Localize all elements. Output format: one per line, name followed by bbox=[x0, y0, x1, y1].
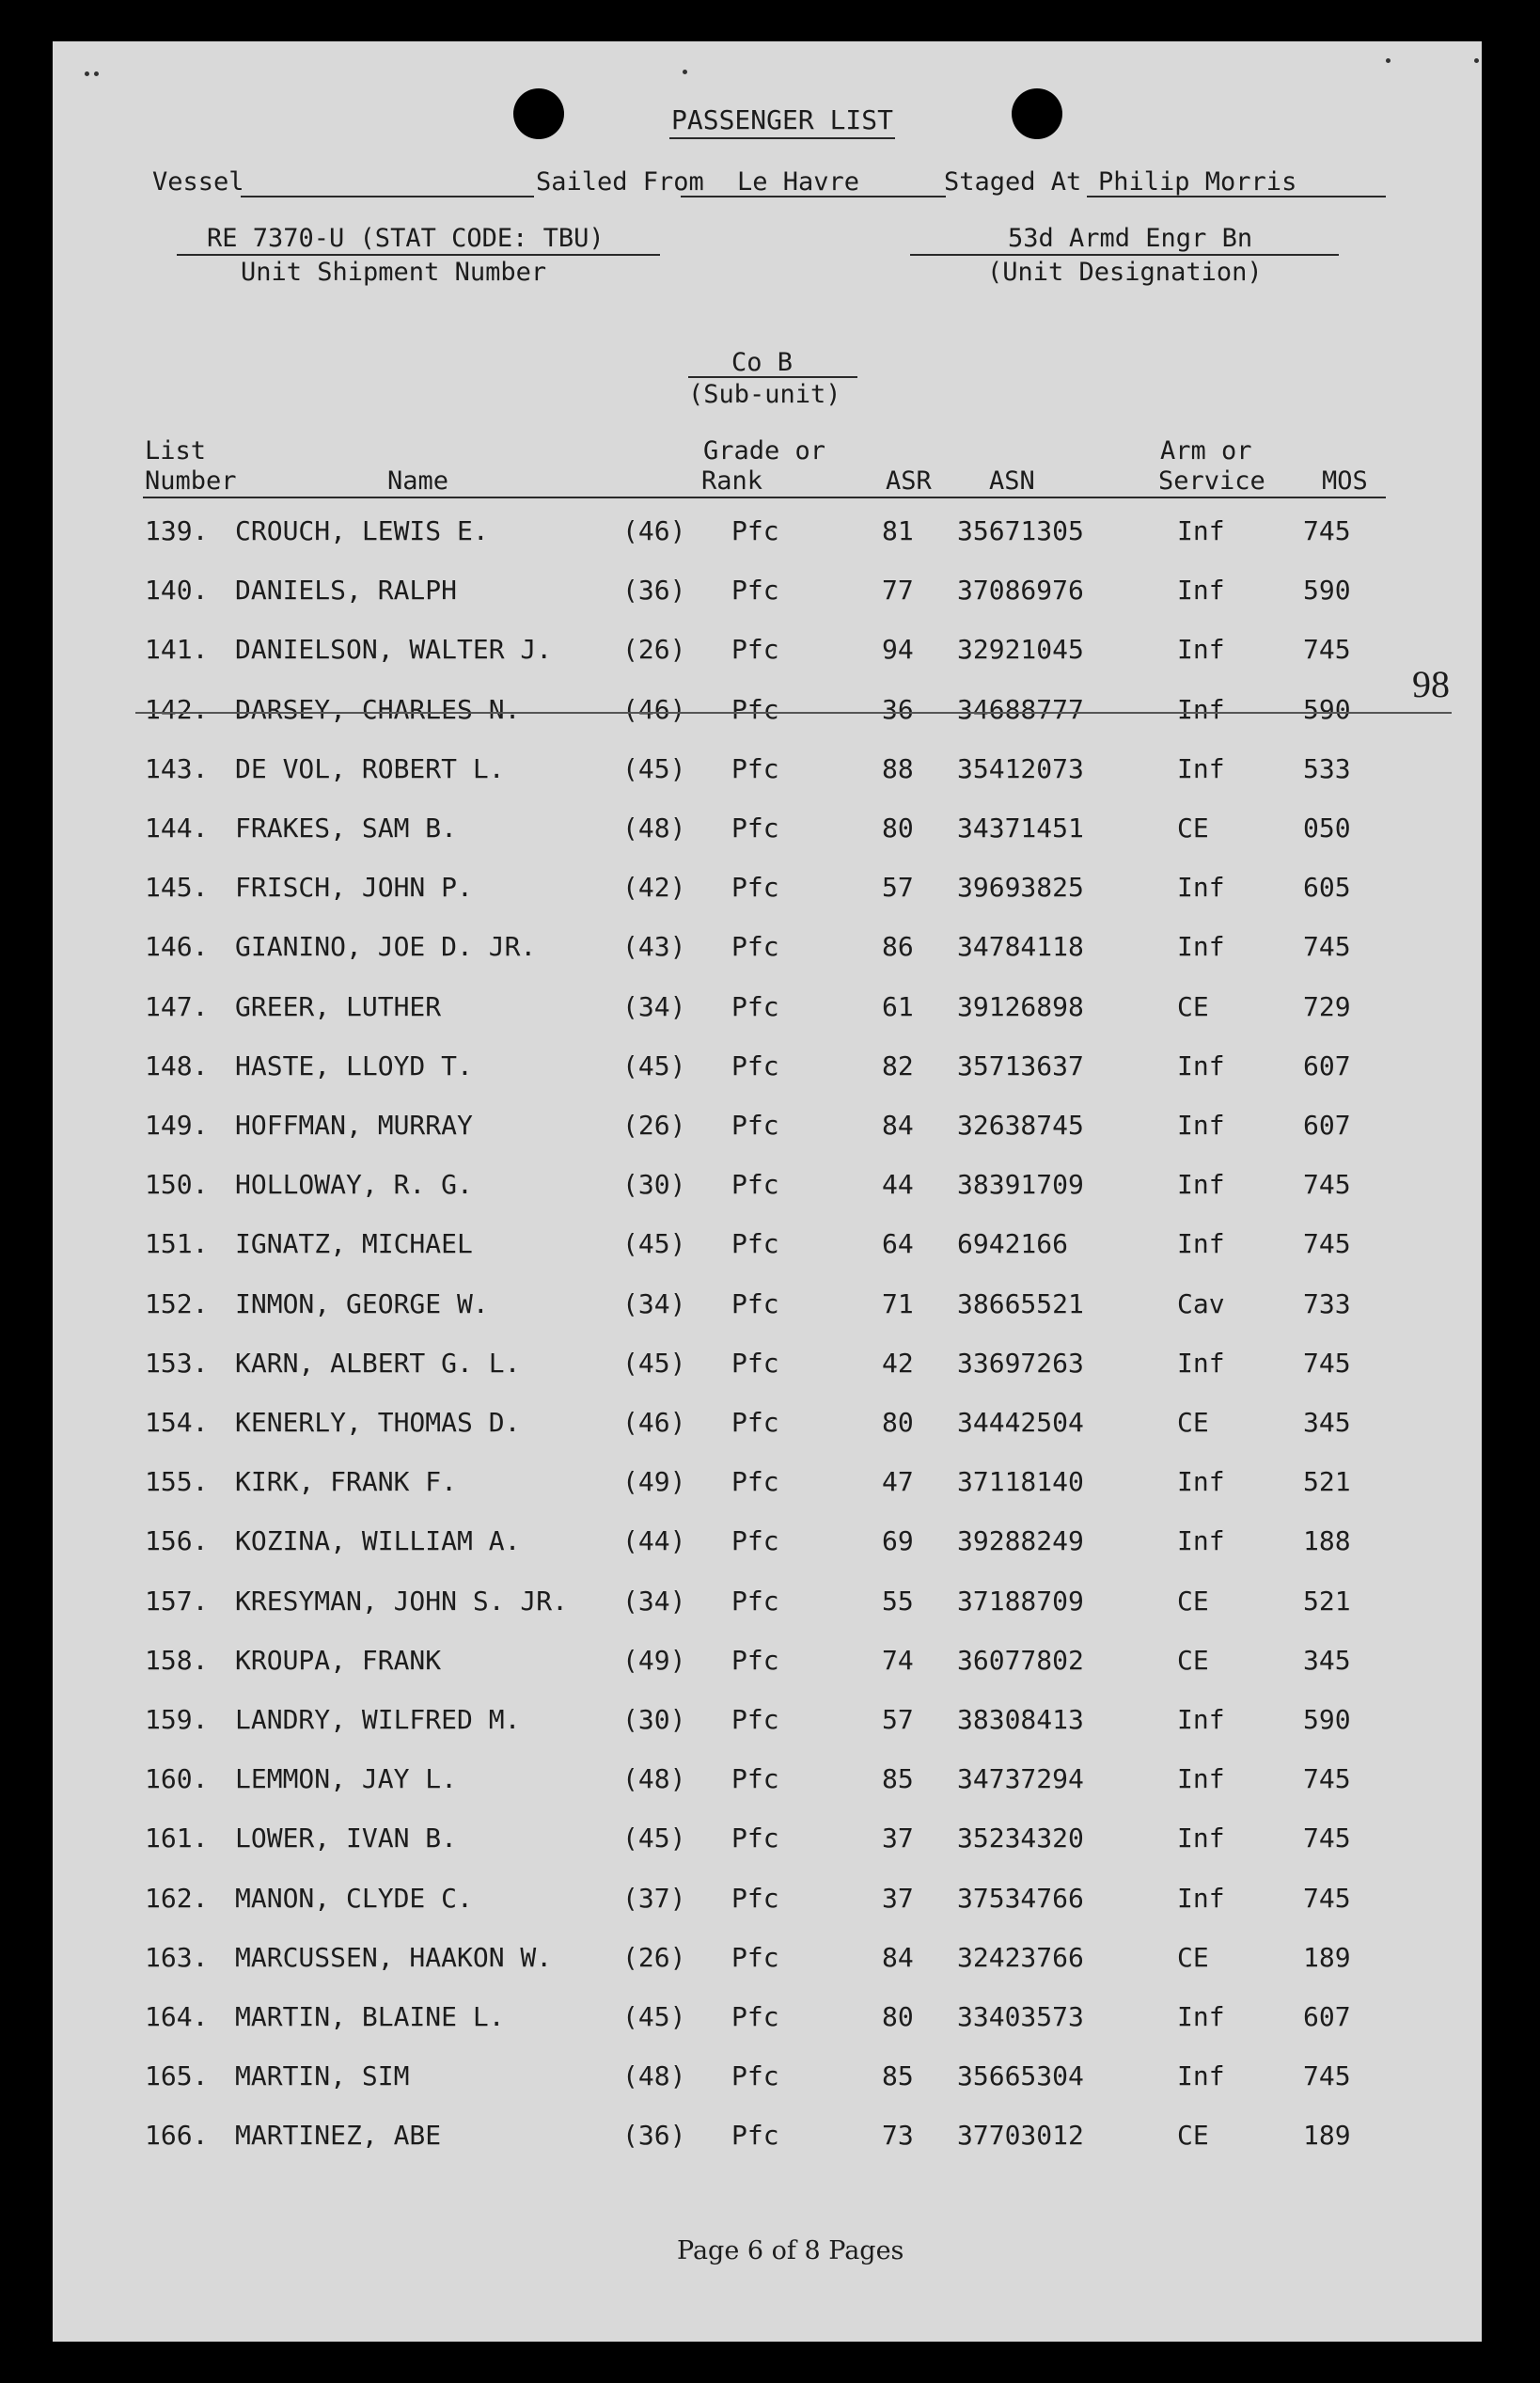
unit-designation-line bbox=[910, 254, 1339, 256]
cell-arm: Inf bbox=[1177, 872, 1225, 904]
cell-arm: Inf bbox=[1177, 515, 1225, 546]
cell-mos: 189 bbox=[1303, 1941, 1351, 1973]
document-title: PASSENGER LIST bbox=[671, 104, 894, 135]
cell-asr: 47 bbox=[882, 1466, 914, 1498]
cell-mos: 745 bbox=[1303, 634, 1351, 666]
cell-num: 160. bbox=[145, 1763, 209, 1795]
cell-asr: 44 bbox=[882, 1169, 914, 1201]
cell-asr: 73 bbox=[882, 2120, 914, 2152]
cell-asr: 71 bbox=[882, 1287, 914, 1319]
cell-name: FRAKES, SAM B. bbox=[235, 813, 458, 844]
cell-arm: Inf bbox=[1177, 1228, 1225, 1260]
cell-asn: 37703012 bbox=[957, 2120, 1084, 2152]
cell-asn: 34442504 bbox=[957, 1407, 1084, 1438]
sub-unit-value: Co B bbox=[731, 348, 794, 377]
cell-age: (36) bbox=[622, 2120, 686, 2152]
cell-age: (48) bbox=[622, 813, 686, 844]
col-asn: ASN bbox=[989, 466, 1035, 496]
cell-num: 150. bbox=[145, 1169, 209, 1201]
cell-asr: 37 bbox=[882, 1823, 914, 1854]
cell-num: 144. bbox=[145, 813, 209, 844]
table-row bbox=[53, 1942, 1482, 1980]
cell-asr: 85 bbox=[882, 2060, 914, 2092]
speck bbox=[1386, 58, 1391, 63]
cell-arm: Inf bbox=[1177, 752, 1225, 784]
table-row bbox=[53, 1407, 1482, 1444]
cell-asr: 94 bbox=[882, 634, 914, 666]
cell-asn: 37118140 bbox=[957, 1466, 1084, 1498]
table-row bbox=[53, 813, 1482, 850]
cell-asr: 36 bbox=[882, 693, 914, 725]
cell-mos: 745 bbox=[1303, 1228, 1351, 1260]
cell-asr: 61 bbox=[882, 990, 914, 1022]
cell-arm: Inf bbox=[1177, 931, 1225, 963]
cell-name: KRESYMAN, JOHN S. JR. bbox=[235, 1585, 569, 1617]
cell-name: FRISCH, JOHN P. bbox=[235, 872, 473, 904]
cell-age: (45) bbox=[622, 752, 686, 784]
cell-age: (45) bbox=[622, 1823, 686, 1854]
cell-num: 141. bbox=[145, 634, 209, 666]
table-row bbox=[53, 872, 1482, 909]
cell-asr: 57 bbox=[882, 1704, 914, 1735]
cell-num: 142. bbox=[145, 693, 209, 725]
punch-hole-right bbox=[1012, 88, 1062, 139]
sailed-from-line bbox=[681, 196, 946, 197]
cell-grade: Pfc bbox=[731, 1110, 779, 1141]
cell-mos: 745 bbox=[1303, 1763, 1351, 1795]
unit-designation-label: (Unit Designation) bbox=[987, 258, 1263, 287]
cell-mos: 733 bbox=[1303, 1287, 1351, 1319]
cell-age: (26) bbox=[622, 1941, 686, 1973]
cell-grade: Pfc bbox=[731, 634, 779, 666]
cell-grade: Pfc bbox=[731, 1941, 779, 1973]
cell-age: (44) bbox=[622, 1525, 686, 1557]
cell-age: (30) bbox=[622, 1169, 686, 1201]
cell-asr: 37 bbox=[882, 1882, 914, 1914]
cell-mos: 590 bbox=[1303, 693, 1351, 725]
table-row bbox=[53, 1883, 1482, 1920]
table-row bbox=[53, 1169, 1482, 1207]
cell-num: 154. bbox=[145, 1407, 209, 1438]
cell-arm: Inf bbox=[1177, 693, 1225, 725]
cell-asn: 6942166 bbox=[957, 1228, 1069, 1260]
cell-mos: 607 bbox=[1303, 1110, 1351, 1141]
speck bbox=[94, 71, 99, 76]
cell-num: 158. bbox=[145, 1644, 209, 1676]
table-row bbox=[53, 694, 1482, 732]
cell-num: 140. bbox=[145, 575, 209, 607]
cell-asn: 39126898 bbox=[957, 990, 1084, 1022]
cell-name: KIRK, FRANK F. bbox=[235, 1466, 458, 1498]
table-row bbox=[53, 753, 1482, 791]
cell-age: (37) bbox=[622, 1882, 686, 1914]
cell-arm: Inf bbox=[1177, 1110, 1225, 1141]
strikethrough-line bbox=[135, 712, 1452, 714]
table-row bbox=[53, 1586, 1482, 1623]
cell-grade: Pfc bbox=[731, 990, 779, 1022]
cell-asn: 35665304 bbox=[957, 2060, 1084, 2092]
cell-asn: 39288249 bbox=[957, 1525, 1084, 1557]
cell-grade: Pfc bbox=[731, 1407, 779, 1438]
unit-shipment-value: RE 7370-U (STAT CODE: TBU) bbox=[207, 224, 605, 253]
cell-arm: CE bbox=[1177, 1644, 1209, 1676]
cell-asn: 34784118 bbox=[957, 931, 1084, 963]
cell-name: IGNATZ, MICHAEL bbox=[235, 1228, 473, 1260]
table-row bbox=[53, 1288, 1482, 1326]
cell-num: 159. bbox=[145, 1704, 209, 1735]
cell-mos: 189 bbox=[1303, 2120, 1351, 2152]
cell-asn: 38391709 bbox=[957, 1169, 1084, 1201]
cell-asn: 39693825 bbox=[957, 872, 1084, 904]
cell-grade: Pfc bbox=[731, 2001, 779, 2032]
cell-asn: 34371451 bbox=[957, 813, 1084, 844]
cell-age: (26) bbox=[622, 1110, 686, 1141]
cell-grade: Pfc bbox=[731, 1644, 779, 1676]
cell-asr: 84 bbox=[882, 1110, 914, 1141]
cell-grade: Pfc bbox=[731, 1347, 779, 1379]
cell-num: 153. bbox=[145, 1347, 209, 1379]
cell-name: MARTIN, SIM bbox=[235, 2060, 410, 2092]
col-grade-line1: Grade or bbox=[703, 436, 826, 466]
cell-age: (34) bbox=[622, 990, 686, 1022]
cell-asn: 32423766 bbox=[957, 1941, 1084, 1973]
table-row bbox=[53, 991, 1482, 1029]
cell-grade: Pfc bbox=[731, 515, 779, 546]
cell-num: 143. bbox=[145, 752, 209, 784]
cell-arm: Inf bbox=[1177, 1347, 1225, 1379]
cell-mos: 521 bbox=[1303, 1585, 1351, 1617]
cell-age: (34) bbox=[622, 1585, 686, 1617]
table-row bbox=[53, 1348, 1482, 1385]
col-arm-line2: Service bbox=[1158, 466, 1265, 496]
table-row bbox=[53, 2120, 1482, 2157]
staged-at-label: Staged At bbox=[944, 167, 1082, 197]
cell-num: 165. bbox=[145, 2060, 209, 2092]
cell-age: (49) bbox=[622, 1466, 686, 1498]
cell-asn: 37534766 bbox=[957, 1882, 1084, 1914]
cell-name: INMON, GEORGE W. bbox=[235, 1287, 489, 1319]
cell-mos: 745 bbox=[1303, 1882, 1351, 1914]
cell-num: 155. bbox=[145, 1466, 209, 1498]
punch-hole-left bbox=[513, 88, 564, 139]
cell-age: (45) bbox=[622, 1347, 686, 1379]
header-rule bbox=[143, 497, 1386, 498]
cell-name: MARTINEZ, ABE bbox=[235, 2120, 442, 2152]
table-row bbox=[53, 575, 1482, 612]
cell-age: (45) bbox=[622, 2001, 686, 2032]
cell-grade: Pfc bbox=[731, 1882, 779, 1914]
cell-asr: 80 bbox=[882, 2001, 914, 2032]
cell-arm: Cav bbox=[1177, 1287, 1225, 1319]
table-row bbox=[53, 515, 1482, 553]
cell-asn: 32638745 bbox=[957, 1110, 1084, 1141]
cell-grade: Pfc bbox=[731, 2060, 779, 2092]
col-arm-line1: Arm or bbox=[1160, 436, 1252, 466]
cell-name: LEMMON, JAY L. bbox=[235, 1763, 458, 1795]
cell-asr: 84 bbox=[882, 1941, 914, 1973]
cell-arm: Inf bbox=[1177, 1823, 1225, 1854]
unit-designation-value: 53d Armd Engr Bn bbox=[1008, 224, 1253, 253]
cell-num: 146. bbox=[145, 931, 209, 963]
table-row bbox=[53, 1466, 1482, 1504]
cell-age: (46) bbox=[622, 1407, 686, 1438]
cell-arm: Inf bbox=[1177, 2001, 1225, 2032]
cell-grade: Pfc bbox=[731, 693, 779, 725]
sub-unit-label: (Sub-unit) bbox=[688, 380, 841, 409]
cell-name: HOLLOWAY, R. G. bbox=[235, 1169, 473, 1201]
cell-asr: 81 bbox=[882, 515, 914, 546]
sailed-from-label: Sailed From bbox=[536, 167, 704, 197]
cell-grade: Pfc bbox=[731, 2120, 779, 2152]
cell-name: HASTE, LLOYD T. bbox=[235, 1049, 473, 1081]
cell-arm: Inf bbox=[1177, 1525, 1225, 1557]
col-name: Name bbox=[387, 466, 449, 496]
cell-name: MARTIN, BLAINE L. bbox=[235, 2001, 505, 2032]
cell-name: KROUPA, FRANK bbox=[235, 1644, 442, 1676]
cell-asr: 80 bbox=[882, 813, 914, 844]
cell-grade: Pfc bbox=[731, 1228, 779, 1260]
cell-num: 148. bbox=[145, 1049, 209, 1081]
col-list-number-line1: List bbox=[145, 436, 207, 466]
cell-num: 147. bbox=[145, 990, 209, 1022]
cell-age: (42) bbox=[622, 872, 686, 904]
cell-asr: 88 bbox=[882, 752, 914, 784]
cell-asr: 69 bbox=[882, 1525, 914, 1557]
cell-asn: 38665521 bbox=[957, 1287, 1084, 1319]
cell-mos: 745 bbox=[1303, 515, 1351, 546]
cell-arm: CE bbox=[1177, 2120, 1209, 2152]
table-row bbox=[53, 1823, 1482, 1860]
cell-grade: Pfc bbox=[731, 1287, 779, 1319]
cell-age: (34) bbox=[622, 1287, 686, 1319]
cell-age: (43) bbox=[622, 931, 686, 963]
cell-arm: Inf bbox=[1177, 1466, 1225, 1498]
cell-name: MARCUSSEN, HAAKON W. bbox=[235, 1941, 553, 1973]
col-mos: MOS bbox=[1322, 466, 1368, 496]
cell-asn: 33697263 bbox=[957, 1347, 1084, 1379]
cell-arm: Inf bbox=[1177, 1763, 1225, 1795]
cell-age: (49) bbox=[622, 1644, 686, 1676]
cell-grade: Pfc bbox=[731, 813, 779, 844]
cell-name: LANDRY, WILFRED M. bbox=[235, 1704, 521, 1735]
table-row bbox=[53, 1763, 1482, 1801]
table-row bbox=[53, 2001, 1482, 2039]
cell-name: KARN, ALBERT G. L. bbox=[235, 1347, 521, 1379]
cell-grade: Pfc bbox=[731, 575, 779, 607]
vessel-label: Vessel bbox=[152, 167, 244, 197]
cell-name: MANON, CLYDE C. bbox=[235, 1882, 473, 1914]
table-row bbox=[53, 1110, 1482, 1147]
cell-arm: CE bbox=[1177, 1407, 1209, 1438]
cell-asn: 35412073 bbox=[957, 752, 1084, 784]
cell-mos: 345 bbox=[1303, 1644, 1351, 1676]
sub-unit-line bbox=[688, 376, 857, 378]
vessel-line bbox=[241, 196, 534, 197]
cell-asn: 34688777 bbox=[957, 693, 1084, 725]
cell-grade: Pfc bbox=[731, 872, 779, 904]
cell-grade: Pfc bbox=[731, 1525, 779, 1557]
cell-grade: Pfc bbox=[731, 931, 779, 963]
cell-arm: Inf bbox=[1177, 2060, 1225, 2092]
speck bbox=[85, 71, 89, 76]
cell-mos: 521 bbox=[1303, 1466, 1351, 1498]
cell-arm: Inf bbox=[1177, 634, 1225, 666]
table-row bbox=[53, 634, 1482, 671]
cell-num: 149. bbox=[145, 1110, 209, 1141]
cell-asn: 38308413 bbox=[957, 1704, 1084, 1735]
cell-num: 166. bbox=[145, 2120, 209, 2152]
cell-name: KOZINA, WILLIAM A. bbox=[235, 1525, 521, 1557]
cell-asr: 86 bbox=[882, 931, 914, 963]
page-footer: Page 6 of 8 Pages bbox=[677, 2236, 904, 2265]
table-row bbox=[53, 1645, 1482, 1682]
cell-asr: 74 bbox=[882, 1644, 914, 1676]
cell-asn: 33403573 bbox=[957, 2001, 1084, 2032]
cell-asr: 42 bbox=[882, 1347, 914, 1379]
cell-mos: 745 bbox=[1303, 1347, 1351, 1379]
cell-age: (46) bbox=[622, 515, 686, 546]
col-asr: ASR bbox=[886, 466, 932, 496]
cell-age: (36) bbox=[622, 575, 686, 607]
cell-arm: Inf bbox=[1177, 1882, 1225, 1914]
staged-at-value: Philip Morris bbox=[1098, 167, 1297, 197]
cell-mos: 729 bbox=[1303, 990, 1351, 1022]
cell-grade: Pfc bbox=[731, 752, 779, 784]
cell-asr: 55 bbox=[882, 1585, 914, 1617]
title-underline bbox=[669, 137, 895, 139]
cell-name: DANIELS, RALPH bbox=[235, 575, 458, 607]
handwritten-page-number: 98 bbox=[1412, 663, 1450, 705]
cell-num: 161. bbox=[145, 1823, 209, 1854]
document-page bbox=[53, 41, 1482, 2342]
speck bbox=[683, 70, 687, 74]
cell-asr: 77 bbox=[882, 575, 914, 607]
cell-mos: 607 bbox=[1303, 1049, 1351, 1081]
cell-arm: CE bbox=[1177, 990, 1209, 1022]
cell-asr: 64 bbox=[882, 1228, 914, 1260]
table-row bbox=[53, 1525, 1482, 1563]
cell-arm: Inf bbox=[1177, 1169, 1225, 1201]
cell-arm: CE bbox=[1177, 813, 1209, 844]
unit-shipment-label: Unit Shipment Number bbox=[241, 258, 547, 287]
cell-arm: Inf bbox=[1177, 1704, 1225, 1735]
cell-num: 163. bbox=[145, 1941, 209, 1973]
cell-name: KENERLY, THOMAS D. bbox=[235, 1407, 521, 1438]
cell-arm: Inf bbox=[1177, 1049, 1225, 1081]
staged-at-line bbox=[1087, 196, 1386, 197]
cell-mos: 590 bbox=[1303, 575, 1351, 607]
cell-mos: 590 bbox=[1303, 1704, 1351, 1735]
cell-age: (45) bbox=[622, 1049, 686, 1081]
cell-arm: CE bbox=[1177, 1941, 1209, 1973]
cell-num: 152. bbox=[145, 1287, 209, 1319]
cell-asn: 35713637 bbox=[957, 1049, 1084, 1081]
cell-asn: 37188709 bbox=[957, 1585, 1084, 1617]
cell-asn: 35234320 bbox=[957, 1823, 1084, 1854]
cell-mos: 533 bbox=[1303, 752, 1351, 784]
cell-asr: 82 bbox=[882, 1049, 914, 1081]
table-row bbox=[53, 931, 1482, 969]
cell-grade: Pfc bbox=[731, 1585, 779, 1617]
cell-mos: 050 bbox=[1303, 813, 1351, 844]
cell-asn: 32921045 bbox=[957, 634, 1084, 666]
cell-grade: Pfc bbox=[731, 1049, 779, 1081]
cell-age: (46) bbox=[622, 693, 686, 725]
cell-name: DE VOL, ROBERT L. bbox=[235, 752, 505, 784]
cell-asn: 37086976 bbox=[957, 575, 1084, 607]
cell-asn: 36077802 bbox=[957, 1644, 1084, 1676]
col-grade-line2: Rank bbox=[701, 466, 763, 496]
cell-age: (26) bbox=[622, 634, 686, 666]
cell-asn: 34737294 bbox=[957, 1763, 1084, 1795]
cell-mos: 605 bbox=[1303, 872, 1351, 904]
cell-mos: 745 bbox=[1303, 1823, 1351, 1854]
cell-num: 145. bbox=[145, 872, 209, 904]
cell-grade: Pfc bbox=[731, 1466, 779, 1498]
col-list-number-line2: Number bbox=[145, 466, 237, 496]
cell-name: DANIELSON, WALTER J. bbox=[235, 634, 553, 666]
cell-num: 139. bbox=[145, 515, 209, 546]
cell-num: 156. bbox=[145, 1525, 209, 1557]
cell-name: HOFFMAN, MURRAY bbox=[235, 1110, 473, 1141]
cell-name: LOWER, IVAN B. bbox=[235, 1823, 458, 1854]
cell-asr: 80 bbox=[882, 1407, 914, 1438]
cell-age: (30) bbox=[622, 1704, 686, 1735]
cell-mos: 188 bbox=[1303, 1525, 1351, 1557]
sailed-from-value: Le Havre bbox=[737, 167, 860, 197]
table-row bbox=[53, 2060, 1482, 2098]
cell-asr: 57 bbox=[882, 872, 914, 904]
cell-arm: Inf bbox=[1177, 575, 1225, 607]
table-row bbox=[53, 1050, 1482, 1088]
cell-mos: 745 bbox=[1303, 2060, 1351, 2092]
table-row bbox=[53, 1228, 1482, 1266]
cell-grade: Pfc bbox=[731, 1823, 779, 1854]
cell-age: (48) bbox=[622, 1763, 686, 1795]
cell-grade: Pfc bbox=[731, 1169, 779, 1201]
cell-mos: 745 bbox=[1303, 1169, 1351, 1201]
cell-grade: Pfc bbox=[731, 1763, 779, 1795]
cell-name: DARSEY, CHARLES N. bbox=[235, 693, 521, 725]
cell-grade: Pfc bbox=[731, 1704, 779, 1735]
cell-num: 151. bbox=[145, 1228, 209, 1260]
cell-num: 162. bbox=[145, 1882, 209, 1914]
cell-num: 157. bbox=[145, 1585, 209, 1617]
cell-name: GREER, LUTHER bbox=[235, 990, 442, 1022]
cell-name: CROUCH, LEWIS E. bbox=[235, 515, 489, 546]
cell-num: 164. bbox=[145, 2001, 209, 2032]
cell-age: (48) bbox=[622, 2060, 686, 2092]
cell-mos: 745 bbox=[1303, 931, 1351, 963]
cell-arm: CE bbox=[1177, 1585, 1209, 1617]
cell-age: (45) bbox=[622, 1228, 686, 1260]
cell-mos: 345 bbox=[1303, 1407, 1351, 1438]
cell-asr: 85 bbox=[882, 1763, 914, 1795]
cell-mos: 607 bbox=[1303, 2001, 1351, 2032]
cell-name: GIANINO, JOE D. JR. bbox=[235, 931, 537, 963]
speck bbox=[1474, 58, 1479, 63]
unit-shipment-line bbox=[177, 254, 660, 256]
cell-asn: 35671305 bbox=[957, 515, 1084, 546]
table-row bbox=[53, 1704, 1482, 1742]
